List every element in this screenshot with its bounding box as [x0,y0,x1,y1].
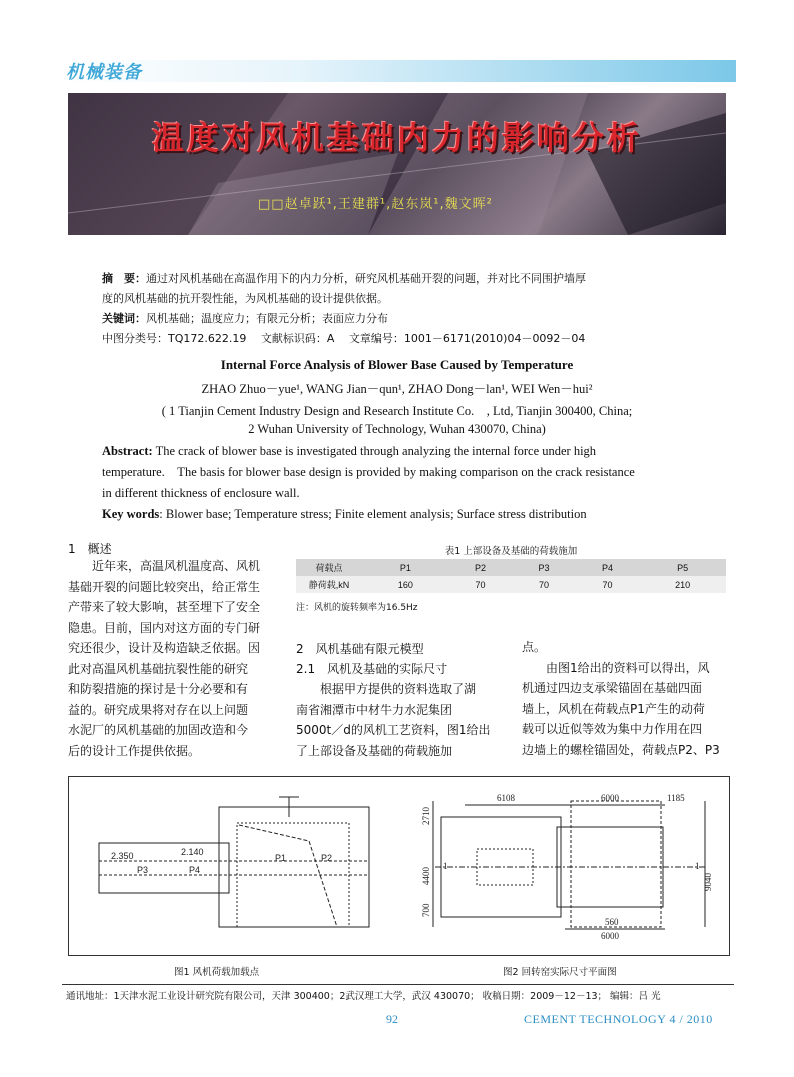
figure2-drawing [405,787,725,952]
figure1-p2-label: P2 [321,853,333,863]
figure2-caption: 图2 回转窑实际尺寸平面图 [503,967,617,978]
table1-header-cell: P5 [639,559,726,576]
figure2-dim-label: 2710 [421,807,431,825]
english-abstract-line2: temperature. The basis for blower base design is provided by making comparison on the crack resistance [102,465,635,479]
column3-line: 载可以近似等效为集中力作用在四 [522,722,703,736]
figure2-dim-label: 560 [605,917,619,927]
column3-body [522,637,730,760]
table1-cell: 70 [576,576,640,593]
section1-line: 水泥厂的风机基础的加固改造和今 [68,723,249,737]
english-abstract-label: Abstract: [102,444,153,458]
journal-name: CEMENT TECHNOLOGY 4 / 2010 [524,1012,713,1026]
abstract-label: 摘 要： [102,272,146,285]
table1-header-cell: P1 [362,559,449,576]
section2-line: 了上部设备及基础的荷载施加 [296,743,453,758]
section1-line: 隐患。目前，国内对这方面的专门研 [68,620,261,635]
table1-note: 注：风机的旋转频率为16.5Hz [296,603,418,613]
section1-line: 益的。研究成果将对存在以上问题 [68,702,249,717]
abstract-line1: 通过对风机基础在高温作用下的内力分析，研究风机基础开裂的问题，并对比不同围护墙厚 [146,272,586,285]
abstract-line2: 度的风机基础的抗开裂性能，为风机基础的设计提供依据。 [102,292,388,305]
article-title: 温度对风机基础内力的影响分析 [151,119,642,157]
english-abstract-line1: The crack of blower base is investigated through analyzing the internal force under high [155,444,597,458]
english-affiliation-2: 2 Wuhan University of Technology, Wuhan 430070, China) [248,422,546,436]
figure1-caption: 图1 风机荷载加载点 [174,967,260,978]
section1-body [68,556,276,761]
keywords-label: 关键词： [102,312,146,325]
section2-subheading: 2.1 风机及基础的实际尺寸 [296,662,448,676]
figure1-p3-label: P3 [137,865,149,875]
classification-line: 中图分类号：TQ172.622.19 文献标识码：A 文章编号：1001－6171(2010)04－0092－04 [102,332,586,345]
figure2-dim-label: 6000 [601,793,619,803]
section2-heading: 2 风机基础有限元模型 [296,642,424,656]
english-affiliation-1: ( 1 Tianjin Cement Industry Design and Research Institute Co. , Ltd, Tianjin 300400, China; [161,404,633,418]
table1-header-cell: P3 [512,559,576,576]
column3-line: 墙上，风机在荷载点P1产生的动荷 [522,701,705,716]
table1 [296,559,726,593]
abstract-cn [102,269,702,349]
table1-header-row [296,559,726,576]
figure1-drawing [79,787,399,952]
figure-box [68,776,730,956]
section1-line: 基础开裂的问题比较突出，给正常生 [68,579,261,594]
english-abstract-line3: in different thickness of enclosure wall. [102,486,300,500]
section1-line: 究还很少，设计及构造缺乏依据。因 [68,641,261,655]
table1-cell: 160 [362,576,449,593]
table1-row [296,576,726,593]
article-authors: □□赵卓跃¹,王建群¹,赵东岚¹,魏文晖² [258,197,493,212]
section2-line: 根据甲方提供的资料选取了湖 [320,682,477,696]
table1-header-cell: P4 [576,559,640,576]
column3-line: 机通过四边支承梁锚固在基础四面 [522,681,703,695]
column3-line: 边墙上的螺栓锚固处，荷载点P2、P3 [522,742,720,757]
table1-cell: 70 [449,576,513,593]
figure2-dim-label: 700 [421,903,431,917]
table1-cell: 210 [639,576,726,593]
figure2-dim-label: 1185 [667,793,685,803]
figure2-dim-label: 6108 [497,793,515,803]
table1-header-cell: P2 [449,559,513,576]
figure2-dim-label: 4400 [421,867,431,885]
figure1-p1-label: P1 [275,853,287,863]
section1-line: 产带来了较大影响，甚至埋下了安全 [68,600,261,614]
figure2-section-mark: 1 [695,861,700,871]
section1-line: 后的设计工作提供依据。 [68,743,201,758]
table1-row-label: 静荷载,kN [296,576,362,593]
page-number: 92 [386,1012,398,1026]
table1-cell: 70 [512,576,576,593]
figure1-dim-label: 2.140 [181,847,204,857]
section1-line: 此对高温风机基础抗裂性能的研究 [68,661,249,676]
table1-caption: 表1 上部设备及基础的荷载施加 [444,546,578,557]
english-authors: ZHAO Zhuo－yue¹, WANG Jian－qun¹, ZHAO Dong－lan¹, WEI Wen－hui² [201,382,593,396]
footer-rule [62,984,734,985]
section2-line: 5000t／d的风机工艺资料，图1给出 [296,723,491,737]
column3-line: 点。 [522,640,547,654]
keywords-cn: 风机基础；温度应力；有限元分析；表面应力分布 [146,312,388,325]
section2-line: 南省湘潭市中材牛力水泥集团 [296,702,453,717]
section-band [62,60,736,82]
figure2-dim-label: 6000 [601,931,619,941]
section-tag: 机械装备 [66,62,142,83]
figure2-section-mark: 1 [443,861,448,871]
column3-line: 由图1给出的资料可以得出，风 [546,660,710,675]
table1-header-cell: 荷载点 [296,559,362,576]
english-title: Internal Force Analysis of Blower Base Caused by Temperature [220,357,574,372]
section1-line: 近年来，高温风机温度高、风机 [92,559,261,573]
figure1-p4-label: P4 [189,865,201,875]
english-keywords: : Blower base; Temperature stress; Finite element analysis; Surface stress distribution [159,507,587,521]
title-banner [68,93,726,235]
figure1-dim-label: 2.350 [111,851,134,861]
section1-line: 和防裂措施的探讨是十分必要和有 [68,682,249,696]
figure2-dim-label: 9040 [703,873,713,891]
english-keywords-label: Key words [102,507,160,521]
section1-heading: 1 概述 [68,542,112,556]
section2-body [296,679,504,761]
english-abstract [102,441,696,525]
footer-address: 通讯地址：1天津水泥工业设计研究院有限公司，天津 300400；2武汉理工大学，武汉 430070； 收稿日期：2009－12－13； 编辑：吕 光 [66,991,661,1002]
